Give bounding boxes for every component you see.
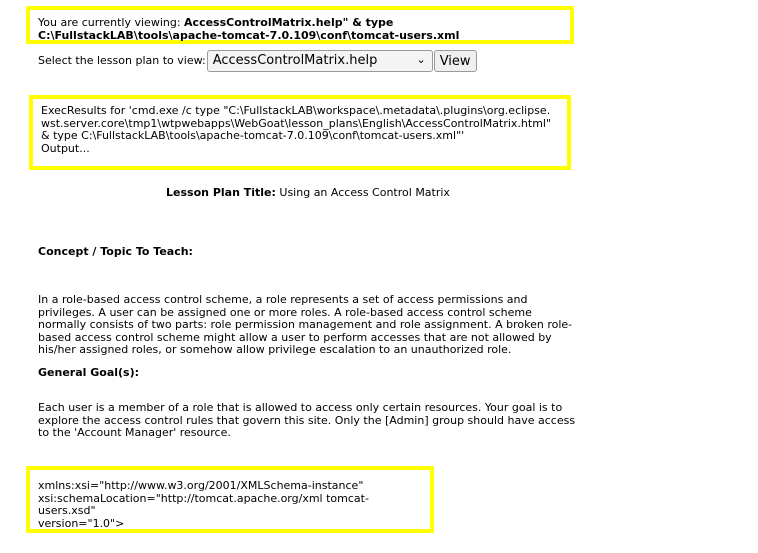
xml-output-box [26,466,434,533]
lesson-plan-select[interactable] [207,50,433,72]
exec-results-command: ExecResults for 'cmd.exe /c type "C:\FullstackLAB\workspace\.metadata\.plugins\org.eclipse.wst.server.core\tmp1\wtpwebapps\WebGoat\lesson_plans\English\AccessControlMatrix.html" & type C:\FullstackLAB\tools\apache-tomcat-7.0.109\conf\tomcat-users.xml"' [41,104,552,142]
xml-output-line: xsi:schemaLocation="http://tomcat.apache.org/xml tomcat-users.xsd" [38,491,369,517]
xml-output-line: xmlns:xsi="http://www.w3.org/2001/XMLSchema-instance" [38,479,364,492]
goal-heading: General Goal(s): [38,366,140,379]
currently-viewing-target: AccessControlMatrix.help" & type C:\FullstackLAB\tools\apache-tomcat-7.0.109\conf\tomcat-users.xml [38,16,460,42]
lesson-plan-title-label: Lesson Plan Title: [166,186,276,199]
lesson-select-label: Select the lesson plan to view: [38,53,206,67]
concept-heading: Concept / Topic To Teach: [38,245,193,258]
xml-output-line: version="1.0"> [38,516,125,530]
lesson-plan-selected-value: AccessControlMatrix.help [212,52,378,68]
view-button[interactable]: View [434,50,477,72]
chevron-down-icon: ⌄ [416,53,426,66]
lesson-plan-title-value: Using an Access Control Matrix [275,186,450,199]
goal-text: Each user is a member of a role that is allowed to access only certain resources. Your goal is to explore the access control rules that govern this site. Only the [Admin] group should have access to the 'Account Manager' resource. [38,401,576,439]
lesson-plan-title [0,187,616,200]
currently-viewing-prefix: You are currently viewing: [38,16,185,29]
concept-text: In a role-based access control scheme, a role represents a set of access permissions and privileges. A user can be assigned one or more roles. A role-based access control scheme normally consists of two parts: role permission management and role assignment. A broken role-based access control scheme might allow a user to perform accesses that are not allowed by his/her assigned roles, or somehow allow privilege escalation to an unauthorized role. [38,293,573,356]
exec-results-box [29,95,571,170]
currently-viewing-box [26,6,574,44]
lesson-select-row [38,49,477,73]
exec-results-output: Output... [41,141,90,155]
